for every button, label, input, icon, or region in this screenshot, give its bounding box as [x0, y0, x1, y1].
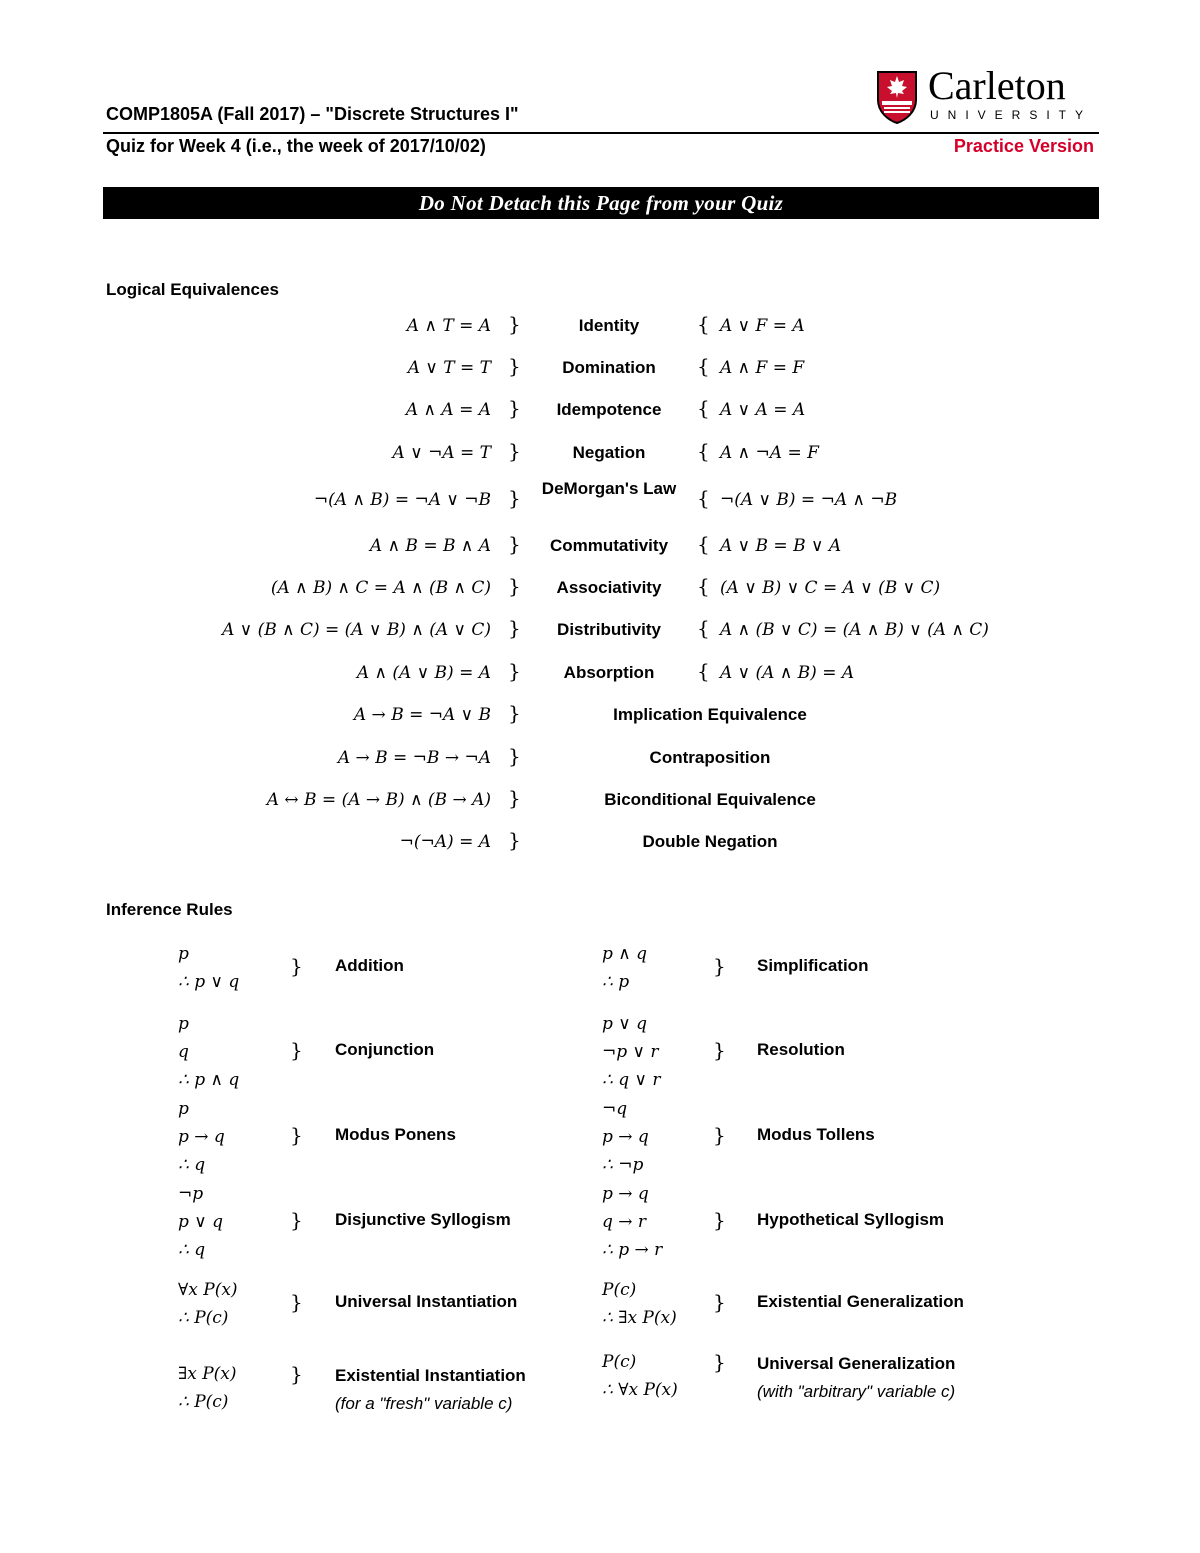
right-brace: } [290, 1123, 303, 1147]
premise-block [178, 1180, 223, 1264]
left-brace: { [697, 354, 710, 378]
course-title: COMP1805A (Fall 2017) – "Discrete Structures I" [106, 104, 519, 124]
equivalence-right-formula: A ∧ (B ∨ C) = (A ∧ B) ∨ (A ∧ C) [720, 620, 989, 640]
practice-version-label: Practice Version [953, 136, 1094, 156]
equivalence-left-formula: A ∨ T = T [407, 358, 491, 378]
premise-line: ∴ q ∨ r [602, 1070, 661, 1090]
premise-line: ∴ P(c) [178, 1308, 229, 1328]
equivalence-name: Associativity [556, 578, 662, 597]
equivalence-name: Absorption [563, 663, 655, 682]
premise-line: ∀x P(x) [178, 1280, 238, 1300]
inference-rules-heading: Inference Rules [106, 900, 233, 919]
premise-line: ∃x P(x) [178, 1364, 237, 1384]
equivalence-left-formula: A ∨ (B ∧ C) = (A ∨ B) ∧ (A ∨ C) [222, 620, 491, 640]
inference-rule-name: Universal Generalization [757, 1354, 956, 1373]
inference-rule-name: Existential Generalization [757, 1292, 964, 1311]
right-brace: } [713, 1208, 726, 1232]
equivalence-left-formula: A ∧ (A ∨ B) = A [356, 663, 491, 683]
premise-line: ∴ p → r [602, 1240, 663, 1260]
inference-rule-name: Disjunctive Syllogism [335, 1210, 511, 1229]
premise-line: P(c) [602, 1280, 637, 1300]
quiz-subtitle: Quiz for Week 4 (i.e., the week of 2017/10/02) [106, 136, 486, 156]
right-brace: } [713, 1038, 726, 1062]
premise-line: p ∧ q [602, 944, 648, 964]
equivalence-name: Contraposition [649, 748, 771, 767]
premise-line: p → q [602, 1127, 649, 1147]
inference-rule-name: Universal Instantiation [335, 1292, 518, 1311]
right-brace: } [508, 786, 521, 810]
premise-line: p [178, 1014, 189, 1034]
premise-block [602, 1095, 649, 1179]
left-brace: { [697, 659, 710, 683]
right-brace: } [290, 954, 303, 978]
right-brace: } [290, 1362, 303, 1386]
right-brace: } [713, 1350, 726, 1374]
logo-subtitle: UNIVERSITY [930, 108, 1093, 122]
premise-block [178, 1010, 239, 1094]
premise-block [178, 1095, 225, 1179]
premise-line: ∴ ¬p [602, 1155, 644, 1175]
premise-line: p → q [178, 1127, 225, 1147]
equivalence-left-formula: A ∧ B = B ∧ A [369, 536, 491, 556]
inference-rule-name: Addition [335, 956, 404, 975]
crest-icon [876, 70, 918, 124]
premise-line: p → q [602, 1184, 649, 1204]
equivalence-left-formula: (A ∧ B) ∧ C = A ∧ (B ∧ C) [270, 578, 491, 598]
equivalence-left-formula: ¬(A ∧ B) = ¬A ∨ ¬B [313, 490, 491, 510]
right-brace: } [508, 828, 521, 852]
equivalence-name: Domination [562, 358, 656, 377]
inference-rule-name: Modus Tollens [757, 1125, 875, 1144]
logical-equivalences-heading: Logical Equivalences [106, 280, 279, 299]
right-brace: } [508, 532, 521, 556]
premise-block [178, 940, 239, 996]
right-brace: } [508, 744, 521, 768]
premise-line: P(c) [602, 1352, 637, 1372]
equivalence-name: Double Negation [642, 832, 778, 851]
premise-line: ∴ q [178, 1240, 206, 1260]
right-brace: } [290, 1038, 303, 1062]
equivalence-right-formula: ¬(A ∨ B) = ¬A ∧ ¬B [720, 490, 898, 510]
premise-line: ∴ p [602, 972, 630, 992]
premise-block [602, 1276, 677, 1332]
right-brace: } [713, 1290, 726, 1314]
equivalence-right-formula: A ∧ F = F [720, 358, 805, 378]
equivalence-right-formula: A ∨ F = A [720, 316, 805, 336]
left-brace: { [697, 312, 710, 336]
left-brace: { [697, 396, 710, 420]
right-brace: } [290, 1208, 303, 1232]
inference-rule-note: (with "arbitrary" variable c) [757, 1382, 956, 1401]
left-brace: { [697, 616, 710, 640]
left-brace: { [697, 439, 710, 463]
premise-block [602, 1180, 662, 1264]
premise-block [602, 1010, 660, 1094]
equivalence-name: Biconditional Equivalence [604, 790, 816, 809]
inference-rule-name: Existential Instantiation [335, 1366, 526, 1385]
right-brace: } [508, 439, 521, 463]
left-brace: { [697, 486, 710, 510]
right-brace: } [508, 659, 521, 683]
right-brace: } [508, 354, 521, 378]
inference-rule-note: (for a "fresh" variable c) [335, 1394, 513, 1413]
premise-line: p [178, 944, 189, 964]
detach-warning-banner: Do Not Detach this Page from your Quiz [103, 187, 1099, 219]
equivalence-right-formula: A ∨ A = A [720, 400, 806, 420]
inference-rule-name: Hypothetical Syllogism [757, 1210, 945, 1229]
equivalence-right-formula: A ∧ ¬A = F [720, 443, 819, 463]
equivalence-left-formula: A ∧ A = A [405, 400, 491, 420]
premise-line: p ∨ q [178, 1212, 224, 1232]
left-brace: { [697, 532, 710, 556]
equivalence-name: DeMorgan's Law [541, 479, 677, 498]
right-brace: } [508, 396, 521, 420]
premise-line: ∴ p ∨ q [178, 972, 240, 992]
equivalence-name: Identity [578, 316, 640, 335]
premise-line: p [178, 1099, 189, 1119]
premise-block [602, 1348, 678, 1404]
logo-wordmark: Carleton [928, 63, 1066, 108]
right-brace: } [508, 616, 521, 640]
premise-line: ∴ q [178, 1155, 206, 1175]
premise-line: ¬p ∨ r [602, 1042, 659, 1062]
inference-rule-name: Simplification [757, 956, 869, 975]
premise-line: ∴ ∃x P(x) [602, 1308, 677, 1328]
premise-line: ¬q [602, 1099, 628, 1119]
right-brace: } [508, 701, 521, 725]
inference-rule-name: Modus Ponens [335, 1125, 456, 1144]
equivalence-name: Idempotence [556, 400, 662, 419]
equivalence-right-formula: A ∨ (A ∧ B) = A [720, 663, 855, 683]
premise-block [178, 1360, 237, 1416]
equivalence-left-formula: A → B = ¬B → ¬A [337, 748, 491, 768]
equivalence-left-formula: A ∧ T = A [406, 316, 491, 336]
premise-block [602, 940, 647, 996]
right-brace: } [508, 574, 521, 598]
equivalence-left-formula: A ↔ B = (A → B) ∧ (B → A) [266, 790, 491, 810]
premise-line: ¬p [178, 1184, 204, 1204]
inference-rule-name: Conjunction [335, 1040, 435, 1059]
equivalence-right-formula: A ∨ B = B ∨ A [720, 536, 842, 556]
equivalence-right-formula: (A ∨ B) ∨ C = A ∨ (B ∨ C) [720, 578, 941, 598]
right-brace: } [713, 1123, 726, 1147]
premise-line: ∴ P(c) [178, 1392, 229, 1412]
premise-line: ∴ ∀x P(x) [602, 1380, 678, 1400]
inference-rule-name: Resolution [757, 1040, 845, 1059]
premise-line: q → r [602, 1212, 647, 1232]
equivalence-name: Negation [572, 443, 646, 462]
equivalence-name: Implication Equivalence [613, 705, 807, 724]
right-brace: } [713, 954, 726, 978]
equivalence-left-formula: A ∨ ¬A = T [392, 443, 491, 463]
equivalence-left-formula: A → B = ¬A ∨ B [353, 705, 491, 725]
carleton-logo [876, 63, 1093, 126]
equivalence-left-formula: ¬(¬A) = A [399, 832, 491, 852]
equivalence-name: Commutativity [549, 536, 669, 555]
left-brace: { [697, 574, 710, 598]
premise-line: q [178, 1042, 189, 1062]
right-brace: } [508, 486, 521, 510]
premise-line: ∴ p ∧ q [178, 1070, 240, 1090]
equivalence-name: Distributivity [557, 620, 661, 639]
right-brace: } [508, 312, 521, 336]
premise-block [178, 1276, 238, 1332]
header-rule [103, 132, 1099, 134]
premise-line: p ∨ q [602, 1014, 648, 1034]
right-brace: } [290, 1290, 303, 1314]
